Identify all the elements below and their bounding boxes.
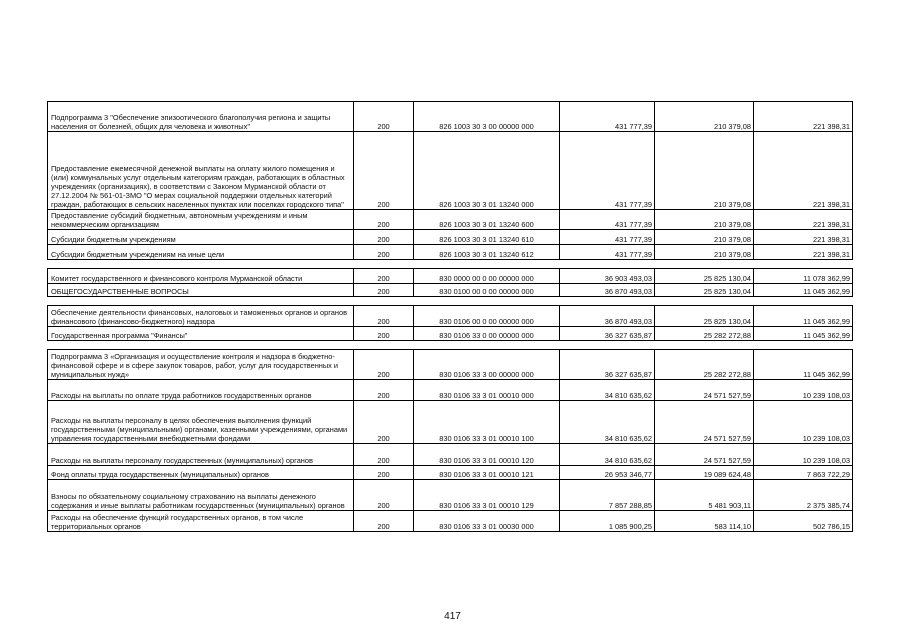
page-number: 417	[444, 611, 461, 622]
row-code-cell: 200	[354, 401, 414, 444]
row-code-cell: 200	[354, 132, 414, 210]
row-code-cell: 200	[354, 102, 414, 132]
row-name-cell: Подпрограмма 3 «Организация и осуществление контроля и надзора в бюджетно-финансовой сфере и в сфере закупок товаров, работ, услуг для государственных и муниципальных нужд»	[48, 350, 354, 380]
row-executed-value: 583 114,10	[655, 511, 754, 532]
row-executed-value: 24 571 527,59	[655, 401, 754, 444]
row-name-cell: Подпрограмма 3 "Обеспечение эпизоотического благополучия региона и защиты населения от болезней, общих для человека и животных"	[48, 102, 354, 132]
row-executed-value: 5 481 903,11	[655, 480, 754, 511]
table-row	[48, 480, 853, 511]
row-name-cell: Взносы по обязательному социальному страхованию на выплаты денежного содержания и иные выплаты работникам государственных (муниципальных) органов	[48, 480, 354, 511]
table-row	[48, 230, 853, 245]
table-row	[48, 350, 853, 380]
table-row	[48, 380, 853, 401]
row-kbk-cell: 830 0100 00 0 00 00000 000	[414, 284, 560, 297]
budget-table-body	[48, 102, 853, 532]
row-name-cell: Обеспечение деятельности финансовых, налоговых и таможенных органов и органов финансового (финансово-бюджетного) надзора	[48, 306, 354, 327]
row-code-cell: 200	[354, 245, 414, 260]
row-unexecuted-value: 221 398,31	[754, 102, 853, 132]
row-kbk-cell: 830 0000 00 0 00 00000 000	[414, 269, 560, 284]
row-kbk-cell: 826 1003 30 3 01 13240 600	[414, 210, 560, 230]
row-name-cell: Комитет государственного и финансового контроля Мурманской области	[48, 269, 354, 284]
row-kbk-cell: 830 0106 33 3 01 00010 100	[414, 401, 560, 444]
row-plan-value: 431 777,39	[560, 245, 655, 260]
row-plan-value: 34 810 635,62	[560, 380, 655, 401]
row-kbk-cell: 830 0106 33 3 01 00010 129	[414, 480, 560, 511]
row-executed-value: 210 379,08	[655, 230, 754, 245]
row-kbk-cell: 830 0106 33 3 01 00010 120	[414, 444, 560, 466]
row-unexecuted-value: 11 078 362,99	[754, 269, 853, 284]
row-code-cell: 200	[354, 350, 414, 380]
row-name-cell: Расходы на выплаты персоналу государственных (муниципальных) органов	[48, 444, 354, 466]
row-executed-value: 25 825 130,04	[655, 306, 754, 327]
row-plan-value: 36 870 493,03	[560, 306, 655, 327]
row-executed-value: 25 825 130,04	[655, 284, 754, 297]
table-row	[48, 132, 853, 210]
row-code-cell: 200	[354, 306, 414, 327]
row-plan-value: 26 953 346,77	[560, 466, 655, 480]
row-unexecuted-value: 10 239 108,03	[754, 444, 853, 466]
spacer-row	[48, 297, 853, 306]
row-kbk-cell: 830 0106 00 0 00 00000 000	[414, 306, 560, 327]
row-executed-value: 25 825 130,04	[655, 269, 754, 284]
row-name-cell: Расходы на обеспечение функций государственных органов, в том числе территориальных органов	[48, 511, 354, 532]
row-code-cell: 200	[354, 327, 414, 341]
row-code-cell: 200	[354, 480, 414, 511]
row-executed-value: 19 089 624,48	[655, 466, 754, 480]
row-name-cell: Расходы на выплаты по оплате труда работников государственных органов	[48, 380, 354, 401]
spacer-cell	[48, 260, 853, 269]
row-unexecuted-value: 10 239 108,03	[754, 401, 853, 444]
row-unexecuted-value: 221 398,31	[754, 230, 853, 245]
row-executed-value: 25 282 272,88	[655, 350, 754, 380]
row-unexecuted-value: 11 045 362,99	[754, 306, 853, 327]
table-row	[48, 466, 853, 480]
row-kbk-cell: 826 1003 30 3 01 13240 612	[414, 245, 560, 260]
table-row	[48, 284, 853, 297]
row-name-cell: Предоставление субсидий бюджетным, автономным учреждениям и иным некоммерческим организациям	[48, 210, 354, 230]
row-code-cell: 200	[354, 269, 414, 284]
table-row	[48, 245, 853, 260]
row-code-cell: 200	[354, 444, 414, 466]
row-kbk-cell: 830 0106 33 3 01 00010 000	[414, 380, 560, 401]
budget-table	[47, 101, 853, 532]
row-name-cell: Фонд оплаты труда государственных (муниципальных) органов	[48, 466, 354, 480]
row-unexecuted-value: 502 786,15	[754, 511, 853, 532]
row-plan-value: 1 085 900,25	[560, 511, 655, 532]
row-name-cell: Расходы на выплаты персоналу в целях обеспечения выполнения функций государственными (муниципальными) органами, казенными учреждениями, органами управления государственными внебюджетными фондами	[48, 401, 354, 444]
row-code-cell: 200	[354, 380, 414, 401]
table-row	[48, 102, 853, 132]
row-executed-value: 210 379,08	[655, 245, 754, 260]
row-plan-value: 36 327 635,87	[560, 350, 655, 380]
row-plan-value: 431 777,39	[560, 132, 655, 210]
row-unexecuted-value: 11 045 362,99	[754, 327, 853, 341]
row-executed-value: 210 379,08	[655, 102, 754, 132]
row-unexecuted-value: 2 375 385,74	[754, 480, 853, 511]
row-code-cell: 200	[354, 210, 414, 230]
row-unexecuted-value: 10 239 108,03	[754, 380, 853, 401]
row-plan-value: 7 857 288,85	[560, 480, 655, 511]
row-code-cell: 200	[354, 466, 414, 480]
table-row	[48, 269, 853, 284]
row-kbk-cell: 830 0106 33 3 01 00030 000	[414, 511, 560, 532]
row-name-cell: Государственная программа "Финансы"	[48, 327, 354, 341]
row-kbk-cell: 830 0106 33 3 01 00010 121	[414, 466, 560, 480]
table-row	[48, 306, 853, 327]
table-row	[48, 511, 853, 532]
row-name-cell: Предоставление ежемесячной денежной выплаты на оплату жилого помещения и (или) коммунальных услуг отдельным категориям граждан, работающих в областных учреждениях (организациях), в соответствии с Законом Мурманской области от 27.12.2004 № 561-01-ЗМО "О мерах социальной поддержки отдельных категорий граждан, работающих в сельских населенных пунктах или поселках городского типа"	[48, 132, 354, 210]
row-plan-value: 36 327 635,87	[560, 327, 655, 341]
row-unexecuted-value: 11 045 362,99	[754, 350, 853, 380]
row-plan-value: 431 777,39	[560, 230, 655, 245]
row-plan-value: 34 810 635,62	[560, 444, 655, 466]
row-code-cell: 200	[354, 511, 414, 532]
table-row	[48, 327, 853, 341]
row-plan-value: 36 903 493,03	[560, 269, 655, 284]
row-plan-value: 431 777,39	[560, 210, 655, 230]
table-row	[48, 444, 853, 466]
table-row	[48, 210, 853, 230]
row-kbk-cell: 830 0106 33 0 00 00000 000	[414, 327, 560, 341]
row-name-cell: ОБЩЕГОСУДАРСТВЕННЫЕ ВОПРОСЫ	[48, 284, 354, 297]
spacer-cell	[48, 297, 853, 306]
row-unexecuted-value: 221 398,31	[754, 210, 853, 230]
row-unexecuted-value: 11 045 362,99	[754, 284, 853, 297]
row-unexecuted-value: 7 863 722,29	[754, 466, 853, 480]
row-plan-value: 36 870 493,03	[560, 284, 655, 297]
table-row	[48, 401, 853, 444]
row-executed-value: 25 282 272,88	[655, 327, 754, 341]
row-executed-value: 24 571 527,59	[655, 380, 754, 401]
row-code-cell: 200	[354, 230, 414, 245]
row-executed-value: 210 379,08	[655, 210, 754, 230]
row-executed-value: 24 571 527,59	[655, 444, 754, 466]
row-plan-value: 431 777,39	[560, 102, 655, 132]
row-kbk-cell: 830 0106 33 3 00 00000 000	[414, 350, 560, 380]
row-unexecuted-value: 221 398,31	[754, 132, 853, 210]
spacer-cell	[48, 341, 853, 350]
spacer-row	[48, 260, 853, 269]
row-code-cell: 200	[354, 284, 414, 297]
row-plan-value: 34 810 635,62	[560, 401, 655, 444]
row-kbk-cell: 826 1003 30 3 01 13240 610	[414, 230, 560, 245]
row-kbk-cell: 826 1003 30 3 01 13240 000	[414, 132, 560, 210]
row-executed-value: 210 379,08	[655, 132, 754, 210]
row-name-cell: Субсидии бюджетным учреждениям на иные цели	[48, 245, 354, 260]
row-unexecuted-value: 221 398,31	[754, 245, 853, 260]
row-name-cell: Субсидии бюджетным учреждениям	[48, 230, 354, 245]
row-kbk-cell: 826 1003 30 3 00 00000 000	[414, 102, 560, 132]
spacer-row	[48, 341, 853, 350]
